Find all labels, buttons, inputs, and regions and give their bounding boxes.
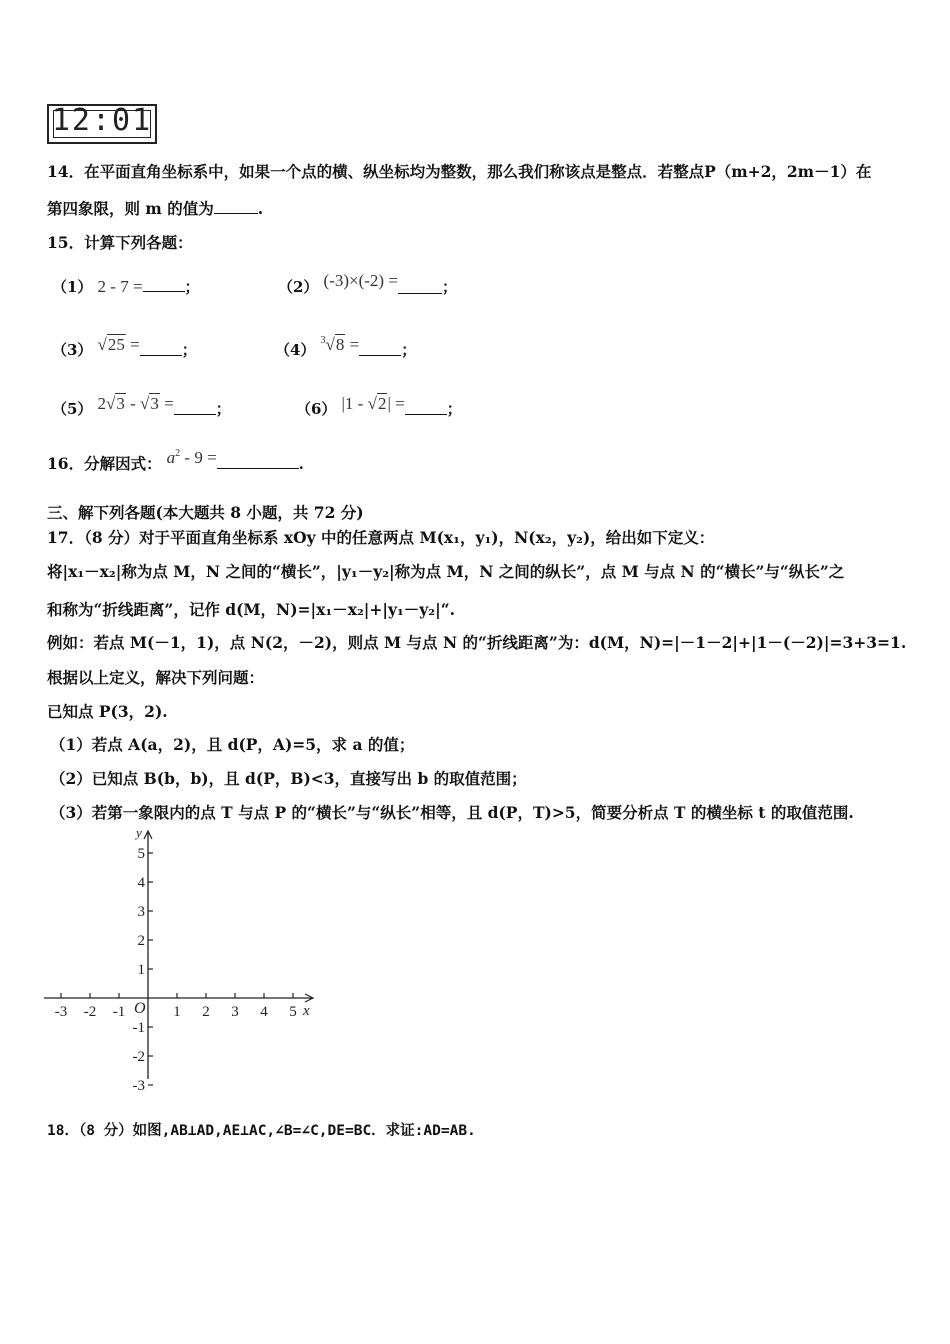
q15-blank <box>174 400 216 415</box>
y-axis-label: y <box>136 828 142 840</box>
q16-tail: - 9 = <box>180 448 217 467</box>
y-tick-label: 1 <box>137 962 145 978</box>
q16 <box>47 448 304 473</box>
q17-line2: 将|x₁－x₂|称为点 M，N 之间的“横长”，|y₁－y₂|称为点 M，N 之间的纵长”，点 M 与点 N 的“横长”与“纵长”之 <box>47 562 845 581</box>
q17-line5: 根据以上定义，解决下列问题： <box>47 668 265 687</box>
x-axis-label: x <box>303 1003 310 1019</box>
q15-blank <box>143 277 185 292</box>
q16-end: . <box>298 455 304 473</box>
q15-radicand-b: 3 <box>150 394 159 413</box>
q15-item-1 <box>52 276 200 297</box>
q16-title: 16．分解因式： <box>47 454 162 473</box>
q15-expr-tail: | = <box>387 394 405 413</box>
q15-label: （1） <box>52 278 93 296</box>
x-tick-label: 2 <box>202 1004 210 1020</box>
q15-end: ； <box>184 278 200 296</box>
clock-image <box>47 104 157 144</box>
q15-end: ； <box>446 400 462 418</box>
q15-blank <box>405 400 447 415</box>
q15-title: 15．计算下列各题： <box>47 233 193 252</box>
q15-label: （6） <box>296 400 337 418</box>
q17-line3: 和称为“折线距离”，记作 d(M，N)=|x₁－x₂|+|y₁－y₂|“. <box>47 600 456 619</box>
q15-blank <box>359 341 401 356</box>
origin-label: O <box>134 1000 146 1017</box>
q14-answer-blank <box>214 199 258 214</box>
x-tick-label: 3 <box>231 1004 239 1020</box>
q15-root-index: 3 <box>320 335 326 346</box>
q15-item-2 <box>278 270 457 296</box>
x-tick-label: 5 <box>289 1004 297 1020</box>
q15-blank <box>140 341 182 356</box>
q15-end: ； <box>441 278 457 296</box>
q15-item-5: （5） 2√3 - √3 = ； <box>52 394 231 418</box>
q16-exp: 2 <box>175 448 181 459</box>
q15-label: （5） <box>52 400 93 418</box>
clock-display: 12:01 <box>51 103 153 138</box>
q15-end: ； <box>215 400 231 418</box>
q17-sub2: （2）已知点 B(b，b)，且 d(P，B)<3，直接写出 b 的取值范围； <box>50 769 527 788</box>
q17-line6: 已知点 P(3，2). <box>47 702 168 721</box>
q15-expr-tail: = <box>349 335 360 354</box>
x-tick-label: 1 <box>173 1004 181 1020</box>
q16-blank <box>217 454 299 469</box>
q15-radicand: 8 <box>335 335 345 354</box>
q15-expr-tail: = <box>164 394 174 413</box>
q15-item-4: （4） $^3$√8 = ； <box>275 335 417 359</box>
q14-line1: 14．在平面直角坐标系中，如果一个点的横、纵坐标均为整数，那么我们称该点是整点．若整点P（m+2，2m－1）在 <box>47 162 872 181</box>
q17-sub1: （1）若点 A(a，2)，且 d(P，A)=5，求 a 的值； <box>50 735 415 754</box>
section-title: 三、解下列各题(本大题共 8 小题，共 72 分) <box>47 503 364 522</box>
x-axis-ticks <box>55 993 297 1020</box>
q15-item-6: （6） |1 - √2| = ； <box>296 394 462 418</box>
q15-expr: (-3)×(-2) = <box>323 271 398 290</box>
q15-radicand: 2 <box>377 394 387 413</box>
q15-expr-a: |1 - <box>341 394 368 413</box>
q17-line1: 17．（8 分）对于平面直角坐标系 xOy 中的任意两点 M(x₁，y₁)，N(x₂，y₂)，给出如下定义： <box>47 528 715 547</box>
coordinate-graph <box>40 828 330 1103</box>
q15-end: ； <box>181 341 197 359</box>
q15-coef: 2 <box>97 394 107 413</box>
q15-expr: 2 - 7 = <box>97 277 143 296</box>
y-tick-label: 5 <box>137 846 145 862</box>
q16-var: a <box>166 448 176 467</box>
y-tick-label: 3 <box>137 904 145 920</box>
y-tick-label: -1 <box>132 1020 145 1036</box>
q17-line4: 例如：若点 M(－1，1)，点 N(2，－2)，则点 M 与点 N 的“折线距离”为：d(M，N)=|－1－2|+|1－(－2)|=3+3=1. <box>47 633 907 652</box>
q15-blank <box>398 279 442 294</box>
y-tick-label: -2 <box>132 1049 145 1065</box>
q15-label: （2） <box>278 278 319 296</box>
y-tick-label: 2 <box>137 933 145 949</box>
q14-line2-text: 第四象限，则 m 的值为 <box>47 199 214 218</box>
x-tick-label: -3 <box>54 1004 68 1020</box>
q15-expr-tail: = <box>130 335 140 354</box>
q15-end: ； <box>401 341 417 359</box>
q15-radicand: 25 <box>107 335 125 354</box>
q15-label: （4） <box>275 341 316 359</box>
x-tick-label: -2 <box>83 1004 97 1020</box>
q15-expr-mid: - <box>125 394 141 413</box>
q17-sub3: （3）若第一象限内的点 T 与点 P 的“横长”与“纵长”相等，且 d(P，T)>5，简要分析点 T 的横坐标 t 的取值范围. <box>50 803 854 822</box>
q14-line2 <box>47 199 263 219</box>
y-tick-label: 4 <box>137 875 145 891</box>
q15-item-3: （3） √25 = ； <box>52 335 197 359</box>
q14-end: . <box>257 199 264 218</box>
q15-label: （3） <box>52 341 93 359</box>
x-tick-label: 4 <box>260 1004 268 1020</box>
y-tick-label: -3 <box>132 1078 145 1094</box>
y-axis-ticks <box>133 846 154 1094</box>
x-tick-label: -1 <box>112 1004 126 1020</box>
q15-radicand-a: 3 <box>116 394 125 413</box>
q18-line1: 18．（8 分）如图,AB⊥AD,AE⊥AC,∠B=∠C,DE=BC．求证:AD=AB. <box>47 1123 476 1139</box>
